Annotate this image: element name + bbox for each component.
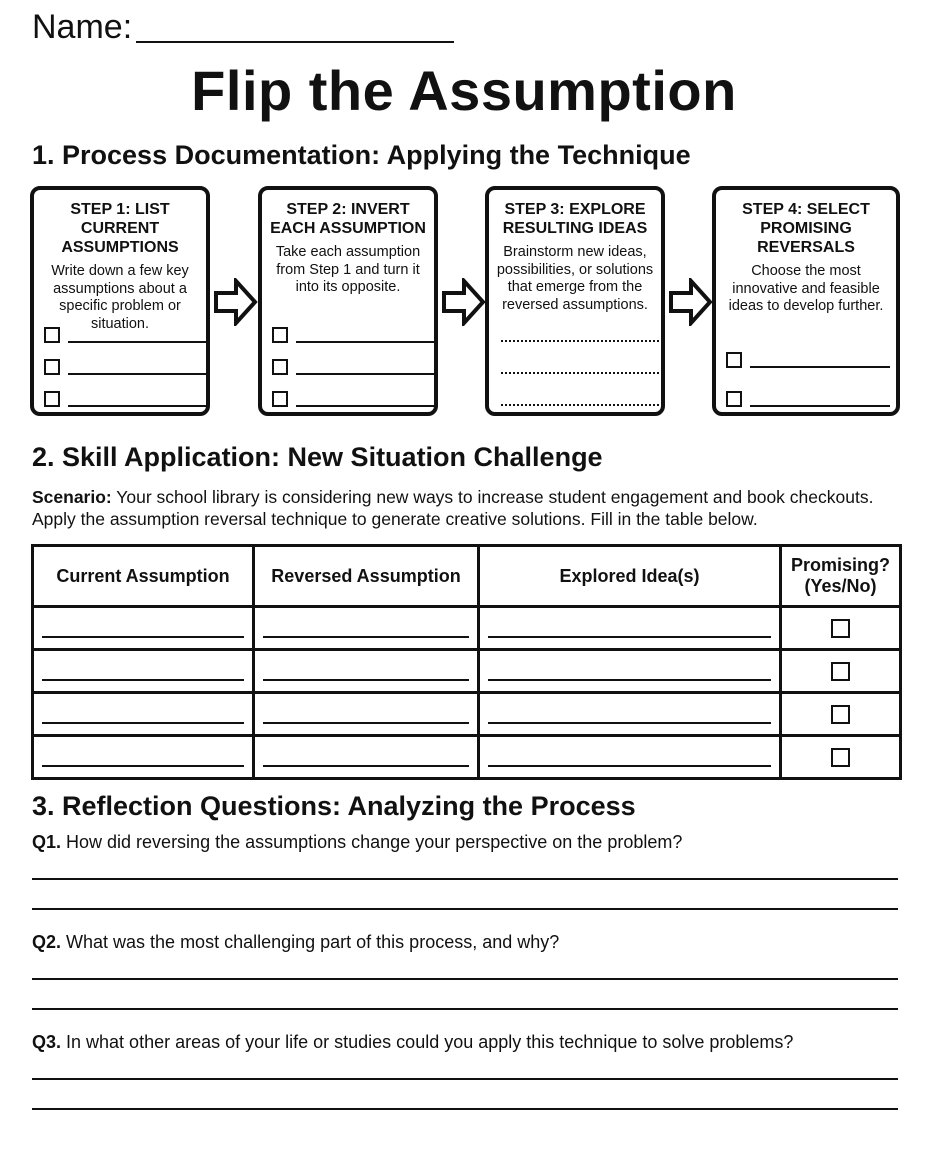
dotted-answer-line[interactable] <box>501 372 659 374</box>
checkbox[interactable] <box>726 391 742 407</box>
table-cell <box>781 650 901 693</box>
table-cell[interactable] <box>479 693 781 736</box>
answer-line[interactable] <box>488 636 771 638</box>
section-2-heading: 2. Skill Application: New Situation Challenge <box>32 442 603 472</box>
step-2-entry <box>272 327 437 343</box>
step-1-description: Write down a few key assumptions about a specific problem or situation. <box>51 263 189 332</box>
column-header-ideas: Explored Idea(s) <box>479 546 781 607</box>
column-header-promising: Promising? (Yes/No) <box>781 546 901 607</box>
answer-line[interactable] <box>32 978 898 980</box>
table-header-row <box>33 546 901 607</box>
checkbox[interactable] <box>44 359 60 375</box>
step-4-entry <box>726 391 891 407</box>
step-4-entry <box>726 352 891 368</box>
checkbox[interactable] <box>44 327 60 343</box>
question-2 <box>32 932 559 953</box>
checkbox[interactable] <box>831 619 850 638</box>
step-2-description: Take each assumption from Step 1 and turn it into its opposite. <box>275 244 421 295</box>
answer-line[interactable] <box>263 636 469 638</box>
answer-line[interactable] <box>42 679 244 681</box>
column-header-reversed: Reversed Assumption <box>254 546 479 607</box>
section-1-heading: 1. Process Documentation: Applying the Technique <box>32 140 691 170</box>
answer-line[interactable] <box>32 878 898 880</box>
question-3 <box>32 1032 793 1053</box>
answer-line[interactable] <box>32 1008 898 1010</box>
step-3-description: Brainstorm new ideas, possibilities, or solutions that emerge from the reversed assumptions. <box>496 244 654 313</box>
scenario-text <box>32 486 912 530</box>
table-cell[interactable] <box>254 693 479 736</box>
arrow-right-icon <box>442 278 486 326</box>
table-cell[interactable] <box>33 693 254 736</box>
answer-line[interactable] <box>68 373 208 375</box>
table-row <box>33 607 901 650</box>
table-cell <box>781 607 901 650</box>
question-2-label: Q2. <box>32 932 62 952</box>
answer-line[interactable] <box>296 405 436 407</box>
answer-line[interactable] <box>750 366 890 368</box>
table-row <box>33 736 901 779</box>
answer-line[interactable] <box>68 405 208 407</box>
table-cell <box>781 693 901 736</box>
question-3-label: Q3. <box>32 1032 62 1052</box>
answer-line[interactable] <box>42 636 244 638</box>
answer-line[interactable] <box>263 722 469 724</box>
checkbox[interactable] <box>272 359 288 375</box>
answer-line[interactable] <box>42 722 244 724</box>
answer-line[interactable] <box>263 679 469 681</box>
checkbox[interactable] <box>831 662 850 681</box>
question-1-label: Q1. <box>32 832 62 852</box>
table-cell[interactable] <box>479 650 781 693</box>
answer-line[interactable] <box>263 765 469 767</box>
step-2-entry <box>272 391 437 407</box>
answer-line[interactable] <box>32 1078 898 1080</box>
step-4-card <box>712 186 900 416</box>
checkbox[interactable] <box>831 748 850 767</box>
answer-line[interactable] <box>488 765 771 767</box>
step-2-title: STEP 2: INVERT EACH ASSUMPTION <box>270 201 426 237</box>
question-1 <box>32 832 682 853</box>
step-2-card <box>258 186 438 416</box>
answer-line[interactable] <box>488 679 771 681</box>
section-3-heading: 3. Reflection Questions: Analyzing the Process <box>32 791 636 821</box>
table-cell[interactable] <box>479 607 781 650</box>
table-cell[interactable] <box>254 736 479 779</box>
assumption-table <box>31 544 902 780</box>
checkbox[interactable] <box>726 352 742 368</box>
step-2-entry <box>272 359 437 375</box>
step-1-entry <box>44 327 209 343</box>
dotted-answer-line[interactable] <box>501 340 659 342</box>
step-4-title: STEP 4: SELECT PROMISING REVERSALS <box>742 201 870 256</box>
table-cell <box>781 736 901 779</box>
scenario-body: Your school library is considering new ways to increase student engagement and book checkouts. Apply the assumption reversal technique to generate creative solutions. Fill in the table below. <box>32 487 874 529</box>
answer-line[interactable] <box>296 373 436 375</box>
table-row <box>33 650 901 693</box>
answer-line[interactable] <box>32 1108 898 1110</box>
step-1-entry <box>44 391 209 407</box>
answer-line[interactable] <box>32 908 898 910</box>
question-1-text: How did reversing the assumptions change your perspective on the problem? <box>61 832 683 852</box>
step-4-description: Choose the most innovative and feasible ideas to develop further. <box>728 263 884 314</box>
question-3-text: In what other areas of your life or studies could you apply this technique to solve problems? <box>61 1032 794 1052</box>
name-label: Name: <box>32 8 133 46</box>
table-row <box>33 693 901 736</box>
column-header-current: Current Assumption <box>33 546 254 607</box>
answer-line[interactable] <box>42 765 244 767</box>
step-3-card <box>485 186 665 416</box>
page-title: Flip the Assumption <box>191 59 737 122</box>
arrow-right-icon <box>214 278 258 326</box>
checkbox[interactable] <box>272 327 288 343</box>
table-cell[interactable] <box>33 650 254 693</box>
checkbox[interactable] <box>831 705 850 724</box>
answer-line[interactable] <box>296 341 436 343</box>
answer-line[interactable] <box>488 722 771 724</box>
table-cell[interactable] <box>254 650 479 693</box>
answer-line[interactable] <box>750 405 890 407</box>
dotted-answer-line[interactable] <box>501 404 659 406</box>
checkbox[interactable] <box>44 391 60 407</box>
question-2-text: What was the most challenging part of this process, and why? <box>61 932 560 952</box>
table-cell[interactable] <box>33 736 254 779</box>
step-1-entry <box>44 359 209 375</box>
arrow-right-icon <box>669 278 713 326</box>
table-cell[interactable] <box>254 607 479 650</box>
step-3-title: STEP 3: EXPLORE RESULTING IDEAS <box>502 201 648 237</box>
name-field[interactable] <box>136 41 454 43</box>
step-1-card <box>30 186 210 416</box>
step-1-title: STEP 1: LIST CURRENT ASSUMPTIONS <box>61 201 179 256</box>
table-cell[interactable] <box>479 736 781 779</box>
scenario-label: Scenario: <box>32 487 112 507</box>
checkbox[interactable] <box>272 391 288 407</box>
table-cell[interactable] <box>33 607 254 650</box>
answer-line[interactable] <box>68 341 208 343</box>
